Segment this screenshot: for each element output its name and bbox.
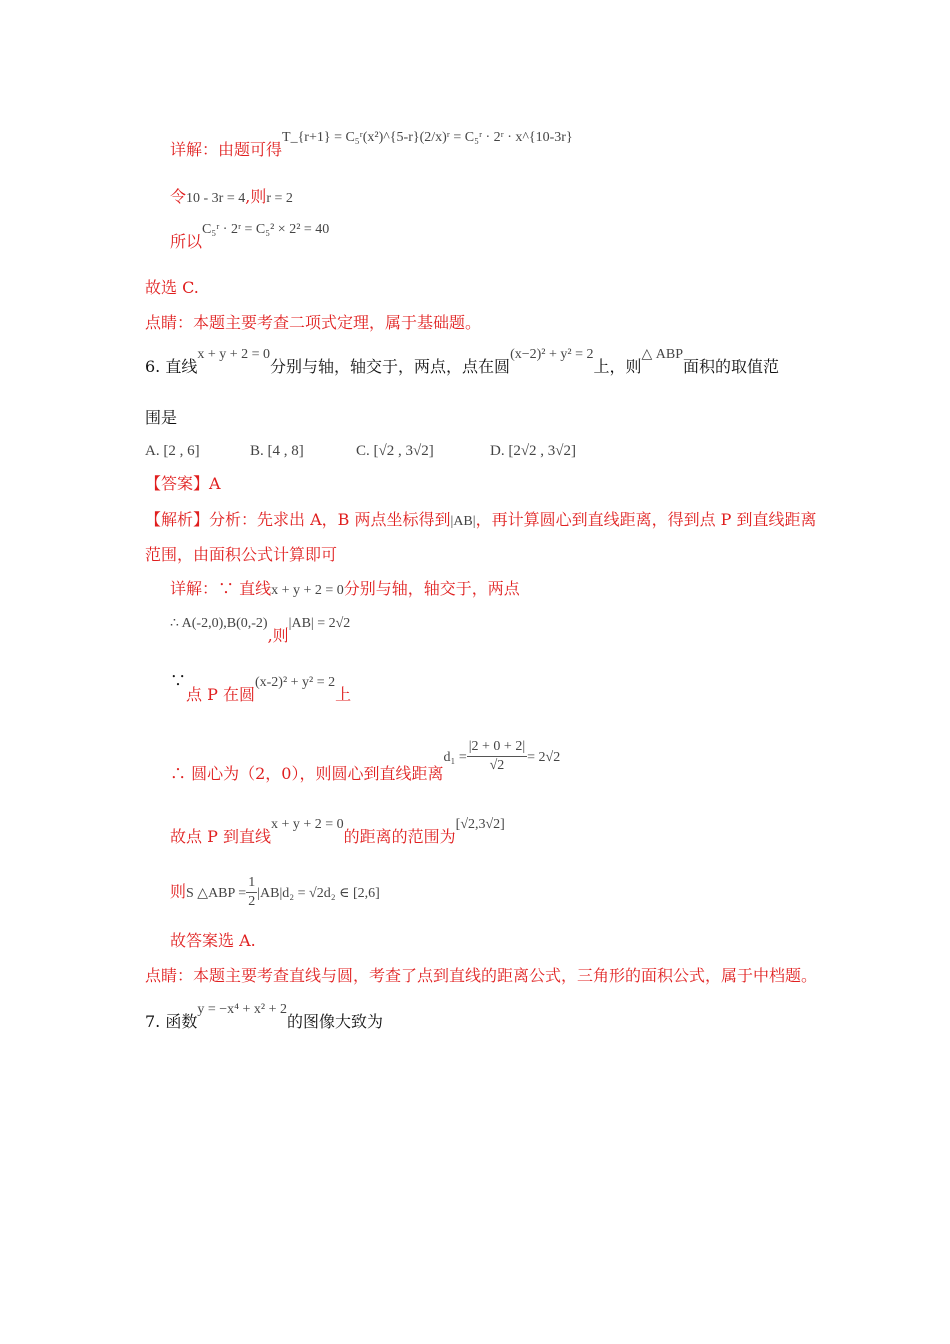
q6-analysis-label: 【解析】 — [145, 510, 210, 529]
q6-detail-2-equation: |AB| = 2√2 — [288, 616, 351, 631]
q7-function-equation: y = −x⁴ + x² + 2 — [197, 1002, 288, 1017]
q6-detail-6-rhs: |AB|d₂ = √2d₂ ∈ [2,6] — [257, 886, 380, 901]
q6-detail-5-text: 故点 P 到直线 — [170, 827, 271, 846]
q6-detail-3-because: ∵ — [170, 671, 187, 690]
q5-binomial-term: T_{r+1} = C₅ʳ(x²)^{5-r}(2/x)ʳ = C₅ʳ · 2ʳ · x^{10-3r} — [282, 130, 573, 145]
q5-detail-label: 详解：由题可得 — [170, 140, 283, 159]
q6-comment: 点睛：本题主要考查直线与圆，考查了点到直线的距离公式，三角形的面积公式，属于中档题。 — [145, 966, 818, 985]
q6-analysis — [145, 510, 817, 532]
q5-step1-then: ,则 — [245, 187, 267, 206]
q6-detail-1-text: 详解：∵ 直线 — [170, 579, 272, 598]
q7-stem-start: 7. 函数 — [145, 1012, 198, 1031]
q6-stem-start: 6. 直线 — [145, 357, 198, 376]
q6-detail-3-text: 点 P 在圆 — [186, 685, 255, 704]
q6-analysis-ab: |AB| — [450, 514, 476, 529]
q6-detail-5-text-2: 的距离的范围为 — [343, 827, 456, 846]
q6-detail-5 — [170, 817, 505, 849]
q5-conclusion: 故选 C. — [145, 278, 199, 297]
q5-step1-equation: 10 - 3r = 4 — [186, 191, 246, 206]
q6-stem — [145, 347, 780, 379]
q6-detail-4-fraction — [467, 738, 527, 775]
q5-step2-equation: C₅ʳ · 2ʳ = C₅² × 2² = 40 — [202, 222, 330, 237]
q6-stem-then: 上，则 — [593, 357, 642, 376]
q6-option-a: A. [2 , 6] — [145, 443, 200, 459]
q6-detail-5-equation: x + y + 2 = 0 — [270, 817, 344, 832]
q6-detail-6-denominator: 2 — [248, 894, 256, 909]
q6-detail-6-fraction — [246, 874, 257, 911]
q6-stem-cont: 围是 — [145, 408, 178, 427]
q5-comment: 点睛：本题主要考查二项式定理，属于基础题。 — [145, 313, 482, 332]
q6-stem-end: 面积的取值范 — [683, 357, 780, 376]
q5-step1 — [170, 187, 293, 209]
q6-detail-4-rhs: = 2√2 — [527, 750, 561, 765]
q5-step1-text: 令 — [170, 187, 187, 206]
q7-stem — [145, 1002, 384, 1034]
q6-detail-4 — [170, 738, 561, 783]
q7-stem-end: 的图像大致为 — [287, 1012, 384, 1031]
q6-analysis-text: 分析：先求出 A，B 两点坐标得到 — [209, 510, 451, 529]
q6-detail-3-equation: (x-2)² + y² = 2 — [254, 675, 336, 690]
q6-line-equation: x + y + 2 = 0 — [197, 347, 271, 362]
q6-answer: 【答案】A — [145, 474, 221, 493]
q6-detail-3 — [170, 671, 352, 707]
q6-detail-6-numerator: 1 — [246, 874, 257, 893]
q6-detail-3-on: 上 — [335, 685, 352, 704]
q6-option-b: B. [4 , 8] — [250, 443, 304, 459]
q6-detail-2 — [170, 616, 351, 648]
q5-detail-line — [170, 130, 573, 162]
q6-detail-4-denominator: √2 — [489, 758, 505, 773]
q6-triangle-label: △ ABP — [641, 347, 683, 362]
q6-circle-equation: (x−2)² + y² = 2 — [510, 347, 594, 362]
q5-step1-result: r = 2 — [266, 191, 293, 206]
q6-detail-1-equation: x + y + 2 = 0 — [271, 583, 344, 598]
q6-option-d: D. [2√2 , 3√2] — [490, 443, 577, 459]
q6-stem-mid: 分别与轴，轴交于，两点，点在圆 — [270, 357, 511, 376]
q6-detail-5-range: [√2,3√2] — [455, 817, 505, 832]
q6-detail-6-lhs: S △ABP = — [186, 886, 247, 901]
q6-option-c: C. [√2 , 3√2] — [356, 443, 434, 459]
q6-analysis-text-2: ，再计算圆心到直线距离，得到点 P 到直线距离 — [475, 510, 817, 529]
q6-detail-6-text: 则 — [170, 882, 187, 901]
q5-step2-text: 所以 — [170, 232, 203, 251]
q6-detail-4-numerator: |2 + 0 + 2| — [467, 738, 527, 757]
q6-detail-1 — [170, 579, 520, 601]
q6-detail-6 — [170, 874, 380, 911]
q6-detail-2-then: ,则 — [267, 626, 289, 645]
q6-detail-4-lhs: d₁ = — [443, 750, 467, 765]
q6-analysis-cont: 范围，由面积公式计算即可 — [145, 545, 338, 564]
q6-detail-1-text-2: 分别与轴，轴交于，两点 — [343, 579, 520, 598]
q6-detail-4-text: ∴ 圆心为（2，0），则圆心到直线距离 — [170, 764, 444, 783]
q5-step2 — [170, 222, 330, 254]
q6-detail-7: 故答案选 A. — [170, 931, 256, 950]
q6-detail-2-points: ∴ A(-2,0),B(0,-2) — [170, 616, 268, 631]
